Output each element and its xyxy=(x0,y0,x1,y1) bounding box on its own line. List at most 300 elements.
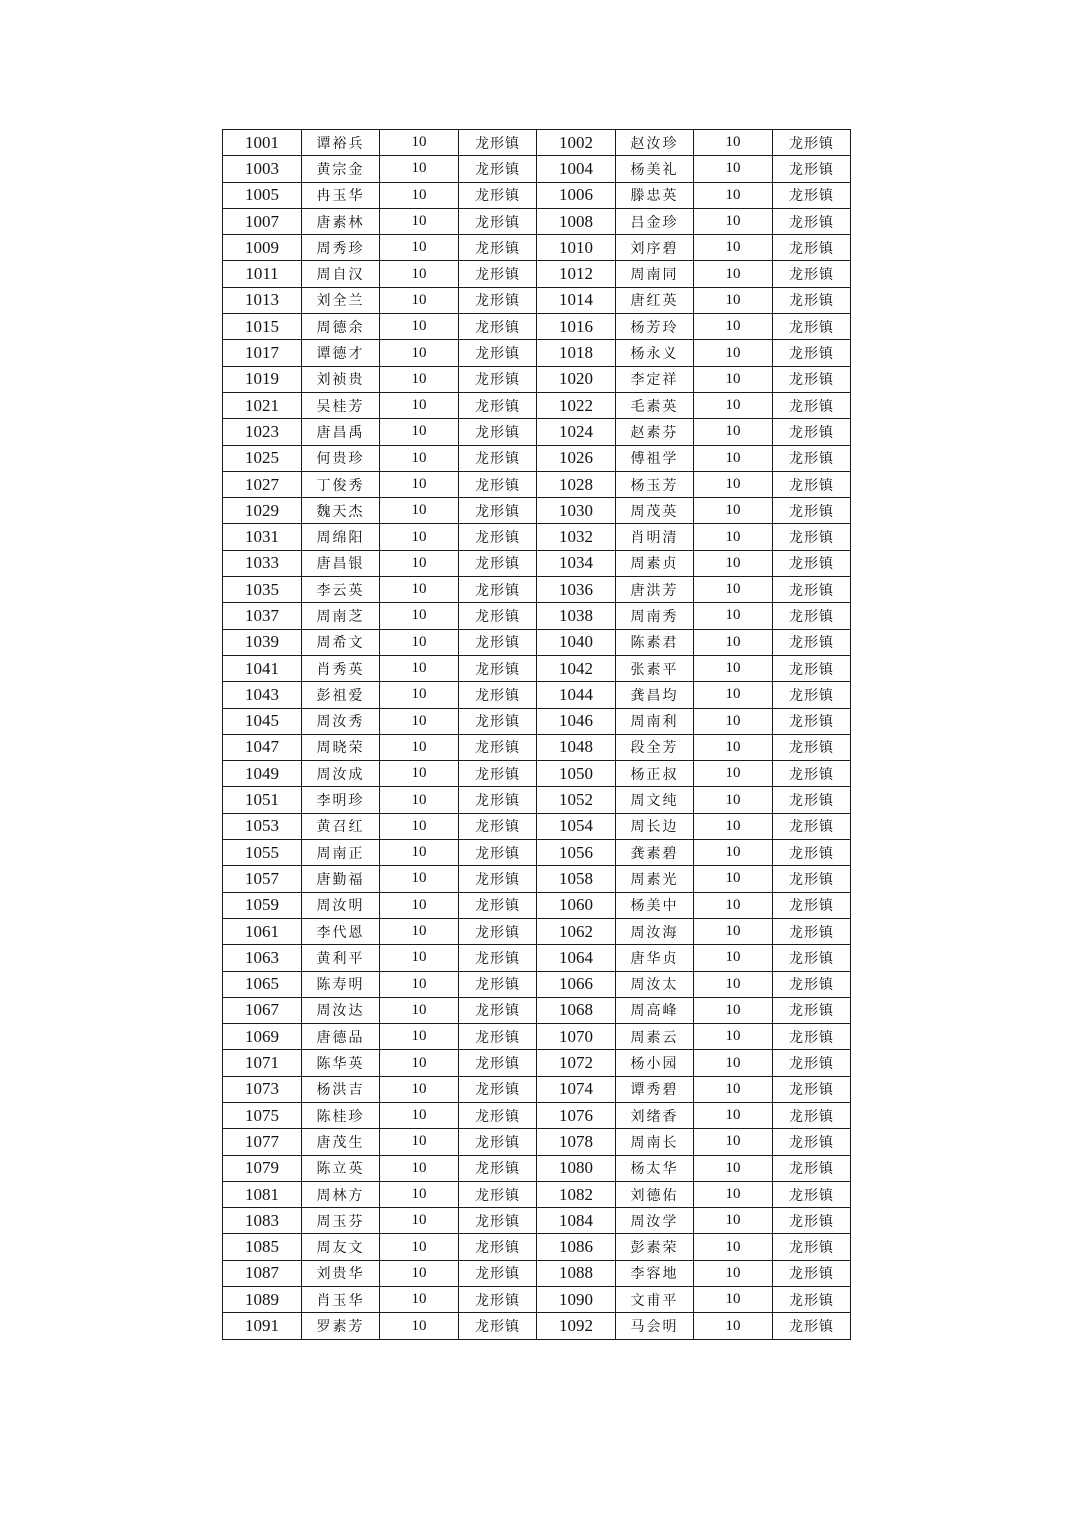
right-record-id-cell: 1090 xyxy=(537,1287,616,1313)
left-town-name-cell: 龙形镇 xyxy=(459,1024,537,1050)
right-town-name-cell: 龙形镇 xyxy=(773,419,851,445)
left-record-id-cell: 1021 xyxy=(223,392,302,418)
left-record-id-cell: 1023 xyxy=(223,419,302,445)
right-record-id-cell: 1076 xyxy=(537,1102,616,1128)
left-record-id-cell: 1049 xyxy=(223,761,302,787)
left-amount-cell: 10 xyxy=(380,392,459,418)
table-row xyxy=(223,1076,851,1102)
table-row xyxy=(223,1181,851,1207)
left-person-name-cell: 李代恩 xyxy=(302,918,380,944)
table-row xyxy=(223,419,851,445)
left-person-name-cell: 唐德品 xyxy=(302,1024,380,1050)
right-person-name-cell: 李容地 xyxy=(616,1260,694,1286)
right-town-name-cell: 龙形镇 xyxy=(773,366,851,392)
left-town-name-cell: 龙形镇 xyxy=(459,1313,537,1339)
left-amount-cell: 10 xyxy=(380,261,459,287)
right-record-id-cell: 1046 xyxy=(537,708,616,734)
table-row xyxy=(223,156,851,182)
left-person-name-cell: 杨洪吉 xyxy=(302,1076,380,1102)
table-row xyxy=(223,130,851,156)
left-person-name-cell: 周希文 xyxy=(302,629,380,655)
right-amount-cell: 10 xyxy=(694,1208,773,1234)
right-record-id-cell: 1082 xyxy=(537,1181,616,1207)
right-amount-cell: 10 xyxy=(694,866,773,892)
left-person-name-cell: 周德余 xyxy=(302,314,380,340)
right-amount-cell: 10 xyxy=(694,471,773,497)
right-person-name-cell: 杨永义 xyxy=(616,340,694,366)
right-amount-cell: 10 xyxy=(694,761,773,787)
right-person-name-cell: 陈素君 xyxy=(616,629,694,655)
left-record-id-cell: 1065 xyxy=(223,971,302,997)
right-amount-cell: 10 xyxy=(694,208,773,234)
left-person-name-cell: 李云英 xyxy=(302,577,380,603)
right-person-name-cell: 段全芳 xyxy=(616,734,694,760)
right-town-name-cell: 龙形镇 xyxy=(773,1260,851,1286)
right-record-id-cell: 1092 xyxy=(537,1313,616,1339)
right-record-id-cell: 1074 xyxy=(537,1076,616,1102)
left-amount-cell: 10 xyxy=(380,997,459,1023)
left-record-id-cell: 1061 xyxy=(223,918,302,944)
right-record-id-cell: 1010 xyxy=(537,235,616,261)
right-town-name-cell: 龙形镇 xyxy=(773,1287,851,1313)
left-record-id-cell: 1041 xyxy=(223,655,302,681)
left-town-name-cell: 龙形镇 xyxy=(459,208,537,234)
left-record-id-cell: 1017 xyxy=(223,340,302,366)
right-person-name-cell: 周素贞 xyxy=(616,550,694,576)
right-town-name-cell: 龙形镇 xyxy=(773,314,851,340)
left-person-name-cell: 冉玉华 xyxy=(302,182,380,208)
left-record-id-cell: 1011 xyxy=(223,261,302,287)
table-row xyxy=(223,340,851,366)
right-town-name-cell: 龙形镇 xyxy=(773,603,851,629)
left-record-id-cell: 1079 xyxy=(223,1155,302,1181)
right-person-name-cell: 杨小园 xyxy=(616,1050,694,1076)
right-town-name-cell: 龙形镇 xyxy=(773,445,851,471)
right-person-name-cell: 赵素芬 xyxy=(616,419,694,445)
left-person-name-cell: 周汝达 xyxy=(302,997,380,1023)
right-town-name-cell: 龙形镇 xyxy=(773,208,851,234)
left-town-name-cell: 龙形镇 xyxy=(459,261,537,287)
left-town-name-cell: 龙形镇 xyxy=(459,235,537,261)
left-amount-cell: 10 xyxy=(380,235,459,261)
right-amount-cell: 10 xyxy=(694,1076,773,1102)
left-town-name-cell: 龙形镇 xyxy=(459,130,537,156)
left-person-name-cell: 李明珍 xyxy=(302,787,380,813)
right-town-name-cell: 龙形镇 xyxy=(773,156,851,182)
right-record-id-cell: 1004 xyxy=(537,156,616,182)
left-record-id-cell: 1071 xyxy=(223,1050,302,1076)
left-record-id-cell: 1027 xyxy=(223,471,302,497)
right-town-name-cell: 龙形镇 xyxy=(773,261,851,287)
left-record-id-cell: 1067 xyxy=(223,997,302,1023)
right-amount-cell: 10 xyxy=(694,419,773,445)
table-row xyxy=(223,1024,851,1050)
left-town-name-cell: 龙形镇 xyxy=(459,471,537,497)
table-row xyxy=(223,971,851,997)
right-record-id-cell: 1018 xyxy=(537,340,616,366)
left-town-name-cell: 龙形镇 xyxy=(459,892,537,918)
right-person-name-cell: 周汝太 xyxy=(616,971,694,997)
left-person-name-cell: 黄宗金 xyxy=(302,156,380,182)
right-town-name-cell: 龙形镇 xyxy=(773,1181,851,1207)
right-amount-cell: 10 xyxy=(694,235,773,261)
left-person-name-cell: 周南芝 xyxy=(302,603,380,629)
left-amount-cell: 10 xyxy=(380,287,459,313)
right-person-name-cell: 杨美中 xyxy=(616,892,694,918)
right-town-name-cell: 龙形镇 xyxy=(773,471,851,497)
right-amount-cell: 10 xyxy=(694,524,773,550)
left-amount-cell: 10 xyxy=(380,1208,459,1234)
left-person-name-cell: 唐素林 xyxy=(302,208,380,234)
right-town-name-cell: 龙形镇 xyxy=(773,997,851,1023)
right-person-name-cell: 滕忠英 xyxy=(616,182,694,208)
right-town-name-cell: 龙形镇 xyxy=(773,840,851,866)
table-row xyxy=(223,892,851,918)
table-row xyxy=(223,603,851,629)
left-town-name-cell: 龙形镇 xyxy=(459,603,537,629)
right-town-name-cell: 龙形镇 xyxy=(773,945,851,971)
right-amount-cell: 10 xyxy=(694,156,773,182)
left-person-name-cell: 陈桂珍 xyxy=(302,1102,380,1128)
left-record-id-cell: 1031 xyxy=(223,524,302,550)
left-person-name-cell: 罗素芳 xyxy=(302,1313,380,1339)
right-amount-cell: 10 xyxy=(694,392,773,418)
left-amount-cell: 10 xyxy=(380,892,459,918)
left-amount-cell: 10 xyxy=(380,471,459,497)
left-town-name-cell: 龙形镇 xyxy=(459,314,537,340)
left-record-id-cell: 1019 xyxy=(223,366,302,392)
table-row xyxy=(223,813,851,839)
right-record-id-cell: 1024 xyxy=(537,419,616,445)
right-amount-cell: 10 xyxy=(694,340,773,366)
right-town-name-cell: 龙形镇 xyxy=(773,340,851,366)
right-person-name-cell: 周长边 xyxy=(616,813,694,839)
right-town-name-cell: 龙形镇 xyxy=(773,708,851,734)
left-town-name-cell: 龙形镇 xyxy=(459,866,537,892)
right-record-id-cell: 1040 xyxy=(537,629,616,655)
right-town-name-cell: 龙形镇 xyxy=(773,1234,851,1260)
right-person-name-cell: 肖明清 xyxy=(616,524,694,550)
left-record-id-cell: 1051 xyxy=(223,787,302,813)
left-record-id-cell: 1089 xyxy=(223,1287,302,1313)
left-town-name-cell: 龙形镇 xyxy=(459,550,537,576)
right-person-name-cell: 杨芳玲 xyxy=(616,314,694,340)
left-town-name-cell: 龙形镇 xyxy=(459,182,537,208)
left-person-name-cell: 唐勤福 xyxy=(302,866,380,892)
left-record-id-cell: 1085 xyxy=(223,1234,302,1260)
right-record-id-cell: 1030 xyxy=(537,498,616,524)
left-record-id-cell: 1003 xyxy=(223,156,302,182)
right-amount-cell: 10 xyxy=(694,1181,773,1207)
left-person-name-cell: 彭祖爱 xyxy=(302,682,380,708)
left-person-name-cell: 吴桂芳 xyxy=(302,392,380,418)
left-amount-cell: 10 xyxy=(380,524,459,550)
right-record-id-cell: 1044 xyxy=(537,682,616,708)
right-town-name-cell: 龙形镇 xyxy=(773,524,851,550)
left-person-name-cell: 唐昌禹 xyxy=(302,419,380,445)
table-row xyxy=(223,708,851,734)
right-record-id-cell: 1066 xyxy=(537,971,616,997)
left-amount-cell: 10 xyxy=(380,655,459,681)
table-row xyxy=(223,261,851,287)
left-record-id-cell: 1037 xyxy=(223,603,302,629)
right-record-id-cell: 1036 xyxy=(537,577,616,603)
right-town-name-cell: 龙形镇 xyxy=(773,813,851,839)
right-town-name-cell: 龙形镇 xyxy=(773,1129,851,1155)
right-person-name-cell: 周汝学 xyxy=(616,1208,694,1234)
right-person-name-cell: 傅祖学 xyxy=(616,445,694,471)
right-town-name-cell: 龙形镇 xyxy=(773,392,851,418)
right-record-id-cell: 1050 xyxy=(537,761,616,787)
table-row xyxy=(223,208,851,234)
right-amount-cell: 10 xyxy=(694,1234,773,1260)
table-row xyxy=(223,866,851,892)
left-amount-cell: 10 xyxy=(380,130,459,156)
table-row xyxy=(223,761,851,787)
table-row xyxy=(223,918,851,944)
left-person-name-cell: 周晓荣 xyxy=(302,734,380,760)
left-person-name-cell: 何贵珍 xyxy=(302,445,380,471)
table-row xyxy=(223,445,851,471)
left-person-name-cell: 周自汉 xyxy=(302,261,380,287)
right-town-name-cell: 龙形镇 xyxy=(773,498,851,524)
left-record-id-cell: 1069 xyxy=(223,1024,302,1050)
right-record-id-cell: 1078 xyxy=(537,1129,616,1155)
right-record-id-cell: 1086 xyxy=(537,1234,616,1260)
table-row xyxy=(223,314,851,340)
left-record-id-cell: 1035 xyxy=(223,577,302,603)
right-amount-cell: 10 xyxy=(694,1260,773,1286)
right-amount-cell: 10 xyxy=(694,629,773,655)
left-record-id-cell: 1005 xyxy=(223,182,302,208)
right-person-name-cell: 杨玉芳 xyxy=(616,471,694,497)
table-row xyxy=(223,1234,851,1260)
left-record-id-cell: 1013 xyxy=(223,287,302,313)
left-record-id-cell: 1043 xyxy=(223,682,302,708)
left-town-name-cell: 龙形镇 xyxy=(459,1234,537,1260)
right-amount-cell: 10 xyxy=(694,655,773,681)
right-amount-cell: 10 xyxy=(694,918,773,944)
right-person-name-cell: 杨正叔 xyxy=(616,761,694,787)
left-person-name-cell: 周汝成 xyxy=(302,761,380,787)
table-row xyxy=(223,550,851,576)
right-town-name-cell: 龙形镇 xyxy=(773,892,851,918)
left-record-id-cell: 1059 xyxy=(223,892,302,918)
left-record-id-cell: 1033 xyxy=(223,550,302,576)
table-row xyxy=(223,366,851,392)
left-record-id-cell: 1083 xyxy=(223,1208,302,1234)
right-person-name-cell: 杨美礼 xyxy=(616,156,694,182)
left-record-id-cell: 1001 xyxy=(223,130,302,156)
right-amount-cell: 10 xyxy=(694,1024,773,1050)
right-record-id-cell: 1070 xyxy=(537,1024,616,1050)
left-record-id-cell: 1015 xyxy=(223,314,302,340)
table-row xyxy=(223,945,851,971)
right-amount-cell: 10 xyxy=(694,1102,773,1128)
right-person-name-cell: 马会明 xyxy=(616,1313,694,1339)
right-town-name-cell: 龙形镇 xyxy=(773,1208,851,1234)
right-town-name-cell: 龙形镇 xyxy=(773,130,851,156)
left-town-name-cell: 龙形镇 xyxy=(459,997,537,1023)
left-amount-cell: 10 xyxy=(380,1050,459,1076)
right-amount-cell: 10 xyxy=(694,366,773,392)
right-town-name-cell: 龙形镇 xyxy=(773,287,851,313)
table-row xyxy=(223,1129,851,1155)
left-town-name-cell: 龙形镇 xyxy=(459,1050,537,1076)
left-amount-cell: 10 xyxy=(380,498,459,524)
right-record-id-cell: 1020 xyxy=(537,366,616,392)
right-record-id-cell: 1012 xyxy=(537,261,616,287)
left-amount-cell: 10 xyxy=(380,945,459,971)
left-town-name-cell: 龙形镇 xyxy=(459,366,537,392)
left-town-name-cell: 龙形镇 xyxy=(459,1155,537,1181)
left-person-name-cell: 周汝明 xyxy=(302,892,380,918)
right-amount-cell: 10 xyxy=(694,945,773,971)
left-person-name-cell: 陈立英 xyxy=(302,1155,380,1181)
left-town-name-cell: 龙形镇 xyxy=(459,682,537,708)
left-record-id-cell: 1009 xyxy=(223,235,302,261)
left-person-name-cell: 丁俊秀 xyxy=(302,471,380,497)
right-town-name-cell: 龙形镇 xyxy=(773,550,851,576)
left-town-name-cell: 龙形镇 xyxy=(459,392,537,418)
left-person-name-cell: 肖秀英 xyxy=(302,655,380,681)
left-record-id-cell: 1087 xyxy=(223,1260,302,1286)
right-person-name-cell: 周南秀 xyxy=(616,603,694,629)
left-record-id-cell: 1045 xyxy=(223,708,302,734)
right-record-id-cell: 1084 xyxy=(537,1208,616,1234)
right-record-id-cell: 1056 xyxy=(537,840,616,866)
left-person-name-cell: 周友文 xyxy=(302,1234,380,1260)
left-amount-cell: 10 xyxy=(380,708,459,734)
table-row xyxy=(223,1313,851,1339)
right-person-name-cell: 刘德佑 xyxy=(616,1181,694,1207)
left-person-name-cell: 陈寿明 xyxy=(302,971,380,997)
left-town-name-cell: 龙形镇 xyxy=(459,629,537,655)
left-amount-cell: 10 xyxy=(380,366,459,392)
right-person-name-cell: 龚素碧 xyxy=(616,840,694,866)
left-town-name-cell: 龙形镇 xyxy=(459,340,537,366)
right-record-id-cell: 1060 xyxy=(537,892,616,918)
table-row xyxy=(223,1287,851,1313)
left-record-id-cell: 1055 xyxy=(223,840,302,866)
left-record-id-cell: 1063 xyxy=(223,945,302,971)
left-amount-cell: 10 xyxy=(380,1155,459,1181)
left-person-name-cell: 谭德才 xyxy=(302,340,380,366)
right-record-id-cell: 1022 xyxy=(537,392,616,418)
right-town-name-cell: 龙形镇 xyxy=(773,235,851,261)
right-person-name-cell: 谭秀碧 xyxy=(616,1076,694,1102)
left-town-name-cell: 龙形镇 xyxy=(459,498,537,524)
right-town-name-cell: 龙形镇 xyxy=(773,182,851,208)
left-person-name-cell: 周绵阳 xyxy=(302,524,380,550)
right-record-id-cell: 1008 xyxy=(537,208,616,234)
right-town-name-cell: 龙形镇 xyxy=(773,761,851,787)
right-person-name-cell: 周文纯 xyxy=(616,787,694,813)
right-person-name-cell: 周素云 xyxy=(616,1024,694,1050)
left-person-name-cell: 唐昌银 xyxy=(302,550,380,576)
right-amount-cell: 10 xyxy=(694,682,773,708)
right-person-name-cell: 周茂英 xyxy=(616,498,694,524)
left-amount-cell: 10 xyxy=(380,971,459,997)
left-person-name-cell: 陈华英 xyxy=(302,1050,380,1076)
right-person-name-cell: 杨太华 xyxy=(616,1155,694,1181)
right-amount-cell: 10 xyxy=(694,971,773,997)
right-record-id-cell: 1016 xyxy=(537,314,616,340)
left-town-name-cell: 龙形镇 xyxy=(459,918,537,944)
table-row xyxy=(223,1208,851,1234)
left-town-name-cell: 龙形镇 xyxy=(459,156,537,182)
right-town-name-cell: 龙形镇 xyxy=(773,655,851,681)
left-town-name-cell: 龙形镇 xyxy=(459,708,537,734)
left-amount-cell: 10 xyxy=(380,1260,459,1286)
left-town-name-cell: 龙形镇 xyxy=(459,419,537,445)
left-amount-cell: 10 xyxy=(380,156,459,182)
right-amount-cell: 10 xyxy=(694,130,773,156)
left-amount-cell: 10 xyxy=(380,603,459,629)
right-person-name-cell: 吕金珍 xyxy=(616,208,694,234)
right-town-name-cell: 龙形镇 xyxy=(773,682,851,708)
left-record-id-cell: 1077 xyxy=(223,1129,302,1155)
left-amount-cell: 10 xyxy=(380,787,459,813)
left-amount-cell: 10 xyxy=(380,340,459,366)
right-person-name-cell: 毛素英 xyxy=(616,392,694,418)
right-record-id-cell: 1080 xyxy=(537,1155,616,1181)
right-town-name-cell: 龙形镇 xyxy=(773,866,851,892)
right-person-name-cell: 李定祥 xyxy=(616,366,694,392)
right-town-name-cell: 龙形镇 xyxy=(773,918,851,944)
right-town-name-cell: 龙形镇 xyxy=(773,1050,851,1076)
right-amount-cell: 10 xyxy=(694,813,773,839)
table-row xyxy=(223,1155,851,1181)
table-row xyxy=(223,498,851,524)
right-person-name-cell: 周汝海 xyxy=(616,918,694,944)
right-amount-cell: 10 xyxy=(694,287,773,313)
right-amount-cell: 10 xyxy=(694,498,773,524)
right-person-name-cell: 唐红英 xyxy=(616,287,694,313)
right-amount-cell: 10 xyxy=(694,734,773,760)
left-amount-cell: 10 xyxy=(380,1024,459,1050)
left-town-name-cell: 龙形镇 xyxy=(459,577,537,603)
table-row xyxy=(223,1260,851,1286)
left-amount-cell: 10 xyxy=(380,314,459,340)
right-record-id-cell: 1064 xyxy=(537,945,616,971)
left-person-name-cell: 谭裕兵 xyxy=(302,130,380,156)
right-person-name-cell: 周素光 xyxy=(616,866,694,892)
left-amount-cell: 10 xyxy=(380,682,459,708)
right-town-name-cell: 龙形镇 xyxy=(773,971,851,997)
table-row xyxy=(223,471,851,497)
right-record-id-cell: 1002 xyxy=(537,130,616,156)
table-row xyxy=(223,287,851,313)
left-record-id-cell: 1047 xyxy=(223,734,302,760)
right-record-id-cell: 1052 xyxy=(537,787,616,813)
table-row xyxy=(223,682,851,708)
right-person-name-cell: 唐洪芳 xyxy=(616,577,694,603)
right-amount-cell: 10 xyxy=(694,445,773,471)
left-record-id-cell: 1053 xyxy=(223,813,302,839)
right-record-id-cell: 1014 xyxy=(537,287,616,313)
left-amount-cell: 10 xyxy=(380,1076,459,1102)
left-amount-cell: 10 xyxy=(380,1313,459,1339)
table-row xyxy=(223,787,851,813)
left-record-id-cell: 1091 xyxy=(223,1313,302,1339)
left-person-name-cell: 刘祯贵 xyxy=(302,366,380,392)
table-row xyxy=(223,577,851,603)
right-amount-cell: 10 xyxy=(694,261,773,287)
left-person-name-cell: 肖玉华 xyxy=(302,1287,380,1313)
right-person-name-cell: 龚昌均 xyxy=(616,682,694,708)
left-amount-cell: 10 xyxy=(380,419,459,445)
